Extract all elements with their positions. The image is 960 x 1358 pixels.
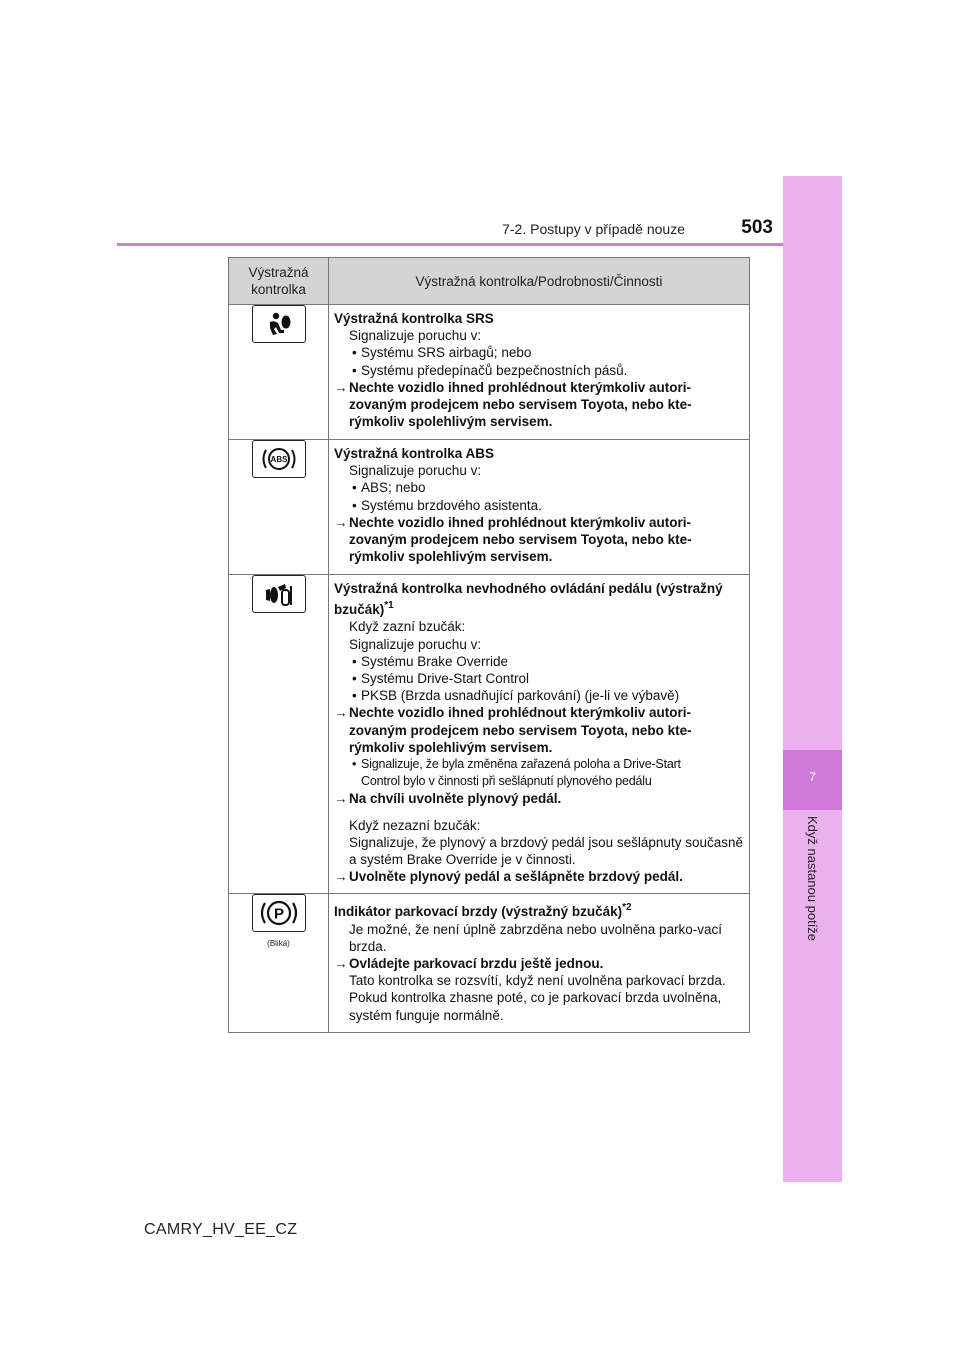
row-text: Je možné, že není úplně zabrzděna nebo uvolněna parko-vací brzda. [349,921,722,954]
row-action: → Nechte vozidlo ihned prohlédnout kterýmkoliv autori-zovaným prodejcem nebo servisem Toyota, nebo kte-rýmkoliv spolehlivým servisem. [334,704,743,756]
row-text: Signalizuje poruchu v: [349,463,482,479]
footnote-ref: *1 [384,600,394,612]
row-text: Tato kontrolka se rozsvítí, když není uvolněna parkovací brzda. Pokud kontrolka zhasne poté, co je parkovací brzda uvolněna, systém funguje normálně. [349,973,726,1023]
row-title: Výstražná kontrolka ABS [334,446,495,461]
icon-cell [229,575,329,894]
icon-caption: (Bliká) [267,939,290,949]
row-text: Signalizuje, že plynový a brzdový pedál jsou sešlápnuty současně a systém Brake Override je v činnosti. [349,834,743,868]
abs-icon [252,440,306,478]
chapter-sidebar [783,176,842,1182]
row-text: Signalizuje poruchu v: [349,636,482,652]
row-text: Když zazní bzučák: [349,619,466,635]
icon-cell [229,894,329,1032]
chapter-number: 7 [809,770,816,784]
details-cell [329,305,750,440]
row-text: Signalizuje poruchu v: [349,328,482,344]
parking-brake-icon-text: P [273,905,284,923]
pedal-operation-icon [252,575,306,613]
col-header-details: Výstražná kontrolka/Podrobnosti/Činnosti [329,258,750,305]
row-action: → Ovládejte parkovací brzdu ještě jednou. [334,955,743,972]
row-bullet: • ABS; nebo [334,479,743,496]
chapter-tab [783,750,842,810]
warning-lights-table [228,257,750,1033]
header-rule [117,243,783,246]
row-title: Výstražná kontrolka SRS [334,311,494,326]
table-row [229,894,750,1032]
airbag-person-icon [252,305,306,343]
col-header-warning-light: Výstražná kontrolka [229,258,329,305]
details-cell [329,894,750,1032]
row-title [334,899,743,920]
row-bullet: • Systému brzdového asistenta. [334,497,743,514]
row-bullet: • Systému SRS airbagů; nebo [334,344,743,361]
row-bullet: • Systému Drive-Start Control [334,670,743,687]
row-title-text: Výstražná kontrolka nevhodného ovládání pedálu (výstražný bzučák) [334,581,723,618]
abs-icon-text: ABS [270,455,287,464]
row-text: Když nezazní bzučák: [349,817,481,833]
row-title-text: Indikátor parkovací brzdy (výstražný bzučák) [334,904,623,920]
row-bullet: • PKSB (Brzda usnadňující parkování) (je-li ve výbavě) [334,687,743,704]
row-title [334,580,743,618]
details-cell [329,575,750,894]
row-action: → Na chvíli uvolněte plynový pedál. [334,790,743,807]
table-row [229,440,750,575]
section-title: 7-2. Postupy v případě nouze [502,221,685,237]
parking-brake-icon [252,894,306,932]
icon-cell [229,305,329,440]
row-bullet-small-cont: Control bylo v činnosti při sešlápnutí plynového pedálu [361,774,652,789]
row-action: → Uvolněte plynový pedál a sešlápněte brzdový pedál. [334,868,743,885]
row-bullet: • Systému předepínačů bezpečnostních pásů. [334,362,743,379]
table-row [229,575,750,894]
row-action: → Nechte vozidlo ihned prohlédnout kterýmkoliv autori-zovaným prodejcem nebo servisem Toyota, nebo kte-rýmkoliv spolehlivým servisem. [334,514,743,566]
chapter-title: Když nastanou potíže [805,816,820,942]
details-cell [329,440,750,575]
footnote-ref: *2 [622,902,632,914]
table-header-row [229,258,750,305]
model-code: CAMRY_HV_EE_CZ [144,1221,298,1238]
row-bullet: • Systému Brake Override [334,653,743,670]
icon-cell [229,440,329,575]
table-row [229,305,750,440]
row-action: → Nechte vozidlo ihned prohlédnout kterýmkoliv autori-zovaným prodejcem nebo servisem Toyota, nebo kte-rýmkoliv spolehlivým servisem. [334,379,743,431]
page-number: 503 [741,217,773,238]
row-bullet-small: • Signalizuje, že byla změněna zařazená poloha a Drive-Start [334,756,743,773]
